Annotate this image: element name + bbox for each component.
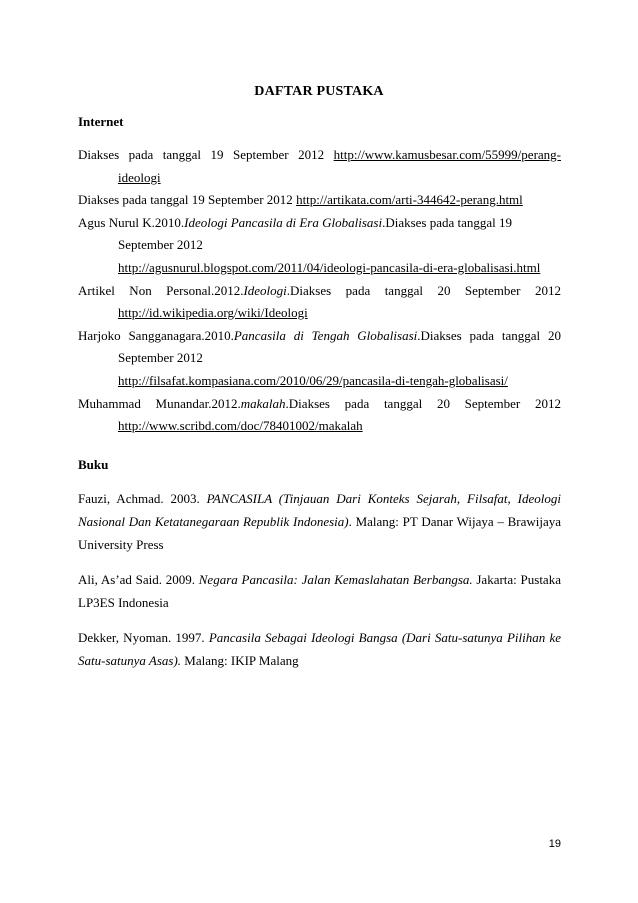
reference-author: Muhammad Munandar.2012.: [78, 395, 241, 411]
reference-link[interactable]: http://artikata.com/arti-344642-perang.html: [296, 192, 523, 208]
reference-continuation: [78, 415, 561, 438]
book-reference-entry: [78, 568, 561, 614]
reference-author: Agus Nurul K.2010.: [78, 214, 185, 230]
reference-text: .Diakses pada tanggal 20 September 2012: [285, 395, 561, 411]
reference-text: Diakses pada tanggal 19 September 2012: [78, 147, 334, 162]
reference-text: .Diakses pada tanggal 20: [417, 327, 561, 343]
reference-link[interactable]: http://www.scribd.com/doc/78401002/makalah: [118, 418, 363, 434]
reference-continuation: September 2012: [118, 350, 203, 366]
reference-title: Ideologi Pancasila di Era Globalisasi: [184, 214, 383, 230]
reference-entry: [78, 393, 561, 416]
reference-title: PANCASILA (Tinjauan Dari Konteks Sejarah, Filsafat, Ideologi Nasional Dan Ketatanegaraan Republik Indonesia): [78, 491, 561, 529]
reference-continuation: [78, 302, 561, 325]
reference-title: Negara Pancasila: Jalan Kemaslahatan Berbangsa.: [198, 572, 473, 587]
reference-link[interactable]: http://www.kamusbesar.com/55999/perang-: [333, 147, 561, 162]
reference-author: Harjoko Sangganagara.2010.: [78, 327, 234, 343]
reference-continuation: September 2012: [118, 237, 203, 253]
page-number: 19: [548, 838, 561, 850]
reference-entry: [78, 325, 561, 348]
page-title: DAFTAR PUSTAKA: [254, 84, 384, 99]
reference-title: Ideologi: [243, 282, 287, 298]
reference-title: Pancasila Sebagai Ideologi Bangsa (Dari Satu-satunya Pilihan ke Satu-satunya Asas).: [78, 630, 561, 668]
reference-text: Diakses pada tanggal 19 September 2012: [78, 192, 297, 208]
section-heading-buku: Buku: [78, 457, 109, 472]
reference-link[interactable]: http://agusnurul.blogspot.com/2011/04/ideologi-pancasila-di-era-globalisasi.html: [118, 259, 541, 275]
book-reference-entry: [78, 487, 561, 556]
reference-link[interactable]: ideologi: [118, 169, 161, 185]
reference-author: Dekker, Nyoman. 1997.: [78, 630, 209, 645]
reference-text: .Diakses pada tanggal 19: [382, 214, 513, 230]
reference-continuation: [78, 370, 561, 393]
reference-continuation: [78, 257, 561, 280]
reference-link[interactable]: http://id.wikipedia.org/wiki/Ideologi: [118, 305, 308, 321]
reference-author: Ali, As’ad Said. 2009.: [78, 572, 199, 587]
reference-link[interactable]: http://filsafat.kompasiana.com/2010/06/29/pancasila-di-tengah-globalisasi/: [118, 372, 508, 388]
internet-reference-list: [78, 144, 561, 438]
reference-entry: [78, 212, 561, 235]
reference-text: .Diakses pada tanggal 20 September 2012: [286, 282, 561, 298]
reference-entry: [78, 189, 561, 212]
book-reference-entry: [78, 626, 561, 672]
reference-continuation: [78, 167, 561, 190]
reference-text: Malang: IKIP Malang: [181, 653, 299, 668]
reference-author: Artikel Non Personal.2012.: [78, 282, 244, 298]
reference-text: . Malang: PT Danar Wijaya – Brawijaya University Press: [78, 514, 562, 552]
reference-entry: [78, 144, 561, 167]
reference-author: Fauzi, Achmad. 2003.: [78, 491, 207, 506]
reference-title: Pancasila di Tengah Globalisasi: [233, 327, 418, 343]
reference-text: Jakarta: Pustaka LP3ES Indonesia: [78, 572, 561, 610]
reference-entry: [78, 280, 561, 303]
reference-title: makalah: [240, 395, 286, 411]
section-heading-internet: Internet: [78, 114, 124, 129]
